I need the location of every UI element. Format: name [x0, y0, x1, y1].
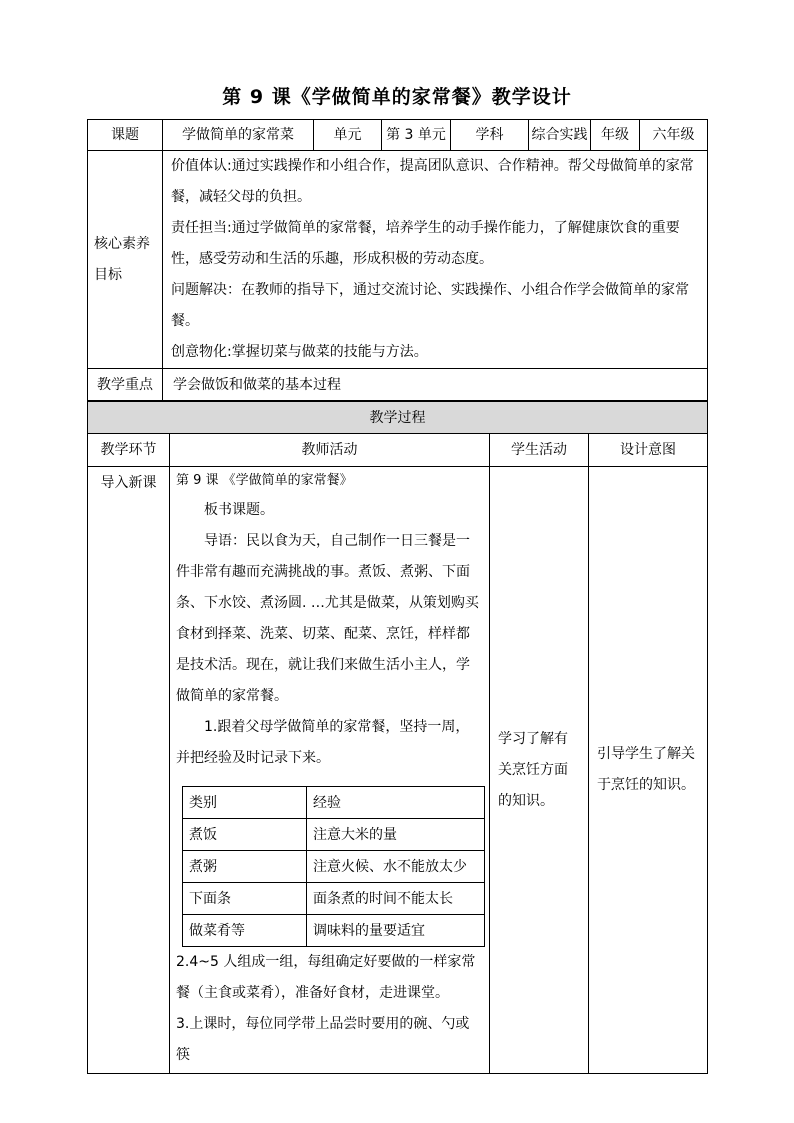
core-goal-item: 价值体认:通过实践操作和小组合作，提高团队意识、合作精神。帮父母做简单的家常餐，减轻父母的负担。 — [171, 158, 694, 205]
exp-note: 注意大米的量 — [307, 819, 485, 851]
core-goals-row — [88, 151, 708, 369]
course-value: 学做简单的家常菜 — [163, 120, 314, 151]
lesson-info-table — [87, 119, 708, 433]
subject-label: 学科 — [451, 120, 529, 151]
teacher-activity — [170, 467, 490, 1074]
key-point-label: 教学重点 — [88, 369, 163, 401]
unit-value: 第 3 单元 — [382, 120, 451, 151]
core-goal-item: 问题解决：在教师的指导下，通过交流讨论、实践操作、小组合作学会做简单的家常餐。 — [171, 282, 689, 329]
experience-table — [182, 786, 485, 947]
core-goal-item: 创意物化:掌握切菜与做菜的技能与方法。 — [171, 344, 428, 360]
experience-header-row — [183, 787, 485, 819]
teacher-line: 导语：民以食为天，自己制作一日三餐是一件非常有趣而充满挑战的事。煮饭、煮粥、下面条、下水饺、煮汤圆. …尤其是做菜，从策划购买食材到择菜、洗菜、切菜、配菜、烹饪，样样都是技术活。现在，就让我们来做生活小主人，学做简单的家常餐。 — [176, 533, 479, 704]
intro-row — [88, 467, 708, 1074]
process-header-row — [88, 402, 708, 434]
col-teacher: 教师活动 — [170, 434, 490, 467]
core-goals-label: 核心素养目标 — [88, 151, 163, 369]
lesson-header-row — [88, 120, 708, 151]
teacher-line: 板书课题。 — [204, 502, 274, 518]
teaching-process-table — [87, 401, 708, 1074]
teacher-line: 1.跟着父母学做简单的家常餐，坚持一周，并把经验及时记录下来。 — [176, 719, 470, 766]
subject-value: 综合实践 — [529, 120, 591, 151]
exp-note: 面条煮的时间不能太长 — [307, 883, 485, 915]
document-title: 第 9 课《学做简单的家常餐》教学设计 — [222, 86, 572, 108]
process-column-row — [88, 434, 708, 467]
student-activity: 学习了解有关烹饪方面的知识。 — [490, 467, 589, 1074]
teacher-heading: 第 9 课 《学做简单的家常餐》 — [176, 473, 353, 488]
exp-category: 做菜肴等 — [183, 915, 307, 947]
core-goals-content — [163, 151, 708, 369]
exp-category: 下面条 — [183, 883, 307, 915]
teacher-line: 3.上课时，每位同学带上品尝时要用的碗、勺或筷 — [176, 1016, 470, 1063]
course-label: 课题 — [88, 120, 163, 151]
grade-value: 六年级 — [640, 120, 708, 151]
teacher-line: 2.4~5 人组成一组，每组确定好要做的一样家常餐（主食或菜肴），准备好食材，走进课堂。 — [176, 954, 476, 1001]
table-row — [183, 883, 485, 915]
col-intent: 设计意图 — [589, 434, 708, 467]
table-row — [183, 851, 485, 883]
table-row — [183, 819, 485, 851]
key-point-value: 学会做饭和做菜的基本过程 — [163, 369, 708, 401]
stage-label: 导入新课 — [88, 467, 170, 1074]
exp-category: 煮饭 — [183, 819, 307, 851]
exp-note: 注意火候、水不能放太少 — [307, 851, 485, 883]
process-header: 教学过程 — [88, 402, 708, 434]
grade-label: 年级 — [591, 120, 640, 151]
key-point-row — [88, 369, 708, 401]
exp-category: 煮粥 — [183, 851, 307, 883]
design-intent: 引导学生了解关于烹饪的知识。 — [589, 467, 708, 1074]
unit-label: 单元 — [314, 120, 382, 151]
exp-note: 调味料的量要适宜 — [307, 915, 485, 947]
col-stage: 教学环节 — [88, 434, 170, 467]
exp-header-category: 类别 — [183, 787, 307, 819]
exp-header-experience: 经验 — [307, 787, 485, 819]
core-goal-item: 责任担当:通过学做简单的家常餐，培养学生的动手操作能力，了解健康饮食的重要性，感受劳动和生活的乐趣，形成积极的劳动态度。 — [171, 220, 680, 267]
col-student: 学生活动 — [490, 434, 589, 467]
table-row — [183, 915, 485, 947]
